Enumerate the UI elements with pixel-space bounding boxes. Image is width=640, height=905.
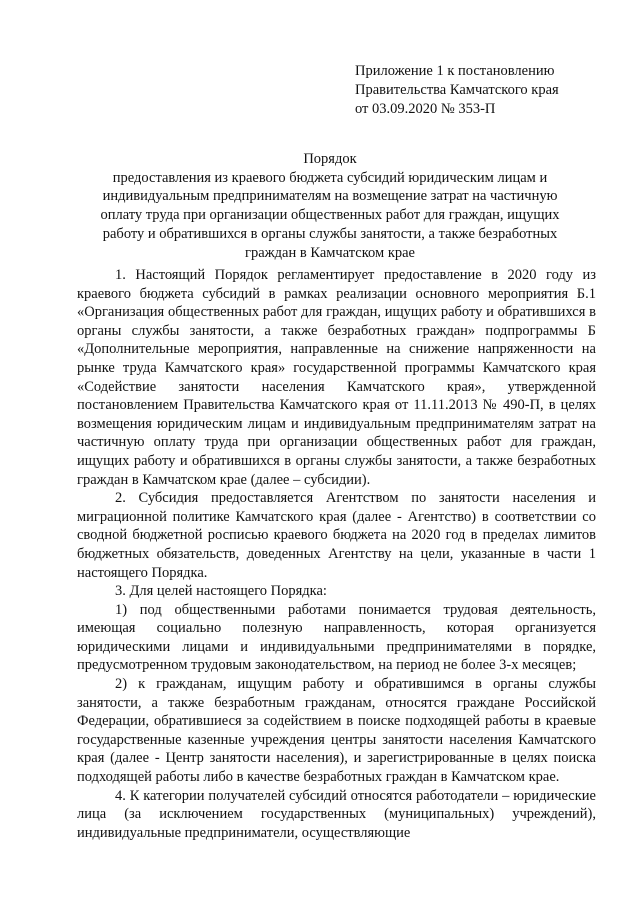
title-heading: Порядок xyxy=(303,151,357,167)
title-line: работу и обратившихся в органы службы занятости, а также безработных xyxy=(102,225,558,242)
paragraph-1: 1. Настоящий Порядок регламентирует предоставление в 2020 году из краевого бюджета субсидий в рамках реализации основного мероприятия Б.1 «Организация общественных работ для граждан, ищущих работу и обратившихся в органы службы занятости, а также безработных граждан» подпрограммы Б «Дополнительные мероприятия, направленные на снижение напряженности на рынке труда Камчатского края» государственной программы Камчатского края «Содействие занятости населения Камчатского края», утвержденной постановлением Правительства Камчатского края от 11.11.2013 № 490-П, в целях возмещения юридическим лицам и индивидуальным предпринимателям затрат на частичную оплату труда при организации общественных работ для граждан, ищущих работу и обратившихся в органы службы занятости, а также безработных граждан в Камчатском крае (далее – субсидии). xyxy=(77,267,596,488)
appendix-line-2: Правительства Камчатского края xyxy=(355,82,559,98)
paragraph-3: 3. Для целей настоящего Порядка: xyxy=(115,583,327,600)
document-title xyxy=(60,150,600,262)
appendix-line-3: от 03.09.2020 № 353-П xyxy=(355,101,496,117)
title-line: оплату труда при организации общественных работ для граждан, ищущих xyxy=(100,207,560,224)
paragraph-2: 2. Субсидия предоставляется Агентством по занятости населения и миграционной политике Камчатского края (далее - Агентство) в соответствии со сводной бюджетной росписью краевого бюджета на 2020 год в пределах лимитов бюджетных обязательств, доведенных Агентству на цели, указанные в части 1 настоящего Порядка. xyxy=(77,490,596,581)
title-line: индивидуальным предпринимателям на возмещение затрат на частичную xyxy=(102,188,558,205)
paragraph-3-item-2: 2) к гражданам, ищущим работу и обратившимся в органы службы занятости, а также безработным гражданам, относятся граждане Российской Федерации, обратившиеся за содействием в поиске подходящей работы в краевые государственные казенные учреждения центры занятости населения Камчатского края (далее - Центр занятости населения), и зарегистрированные в целях поиска подходящей работы либо в качестве безработных граждан в Камчатском крае. xyxy=(77,676,596,786)
paragraph-3-item-1: 1) под общественными работами понимается трудовая деятельность, имеющая социально полезную направленность, которая организуется юридическими лицами и индивидуальными предпринимателями в порядке, предусмотренном трудовым законодательством, на период не более 3-х месяцев; xyxy=(77,601,596,674)
document-body xyxy=(77,266,596,842)
title-line: граждан в Камчатском крае xyxy=(245,244,415,261)
title-line: предоставления из краевого бюджета субсидий юридическим лицам и xyxy=(112,169,548,186)
paragraph-4: 4. К категории получателей субсидий относятся работодатели – юридические лица (за исключением государственных (муниципальных) учреждений), индивидуальные предприниматели, осуществляющие xyxy=(77,787,596,841)
appendix-line-1: Приложение 1 к постановлению xyxy=(355,63,555,79)
appendix-header xyxy=(355,62,625,119)
